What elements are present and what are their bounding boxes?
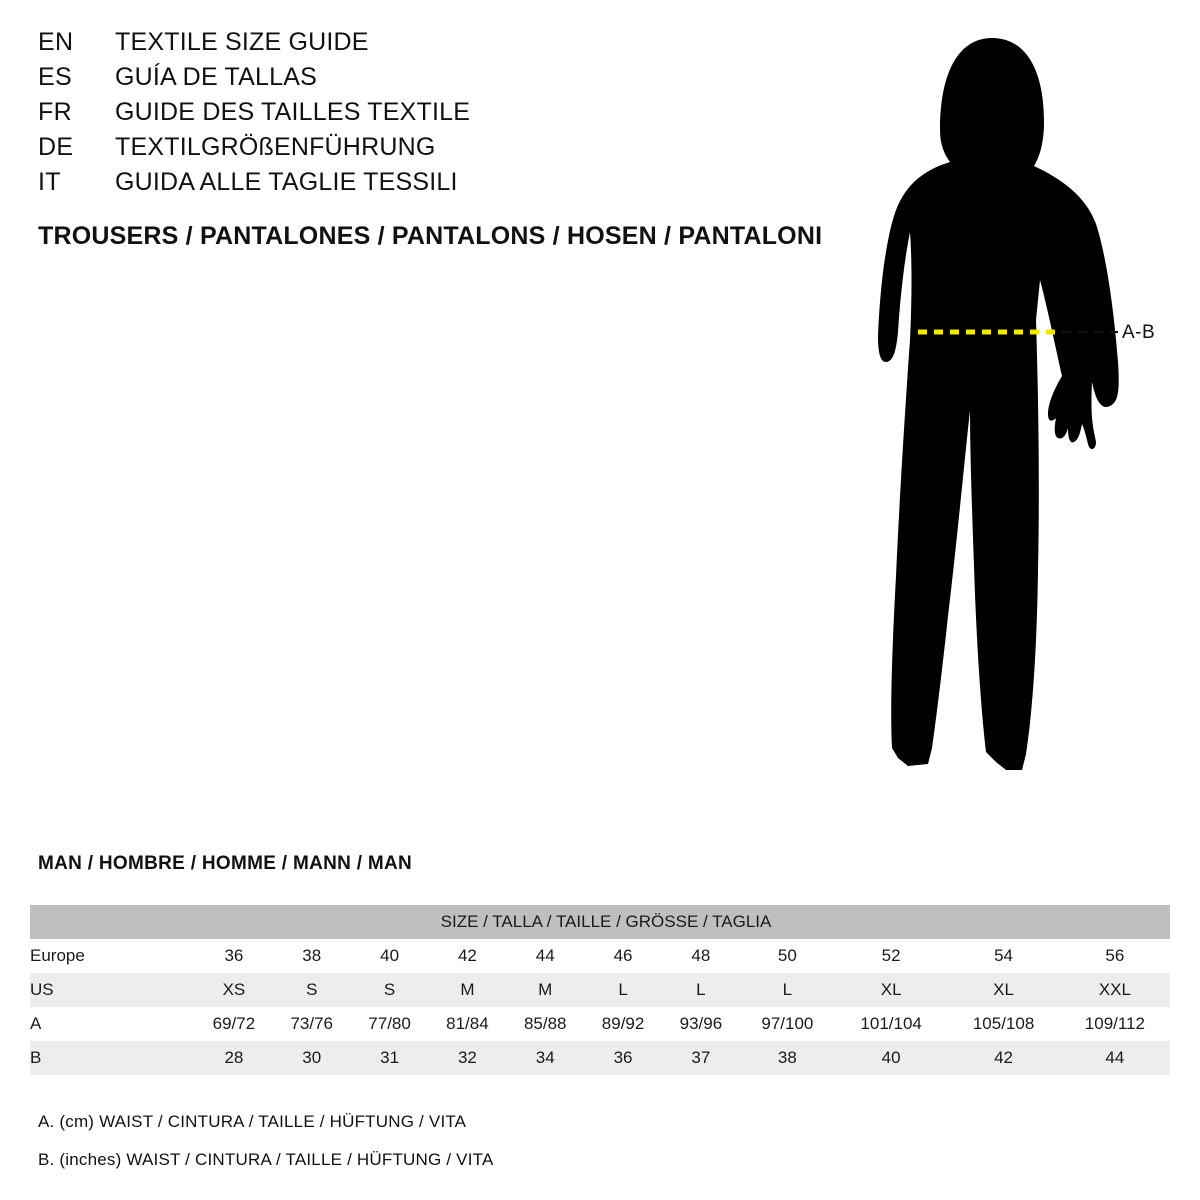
table-cell: 44 (506, 939, 584, 973)
table-cell: 42 (428, 939, 506, 973)
row-label: US (30, 973, 195, 1007)
language-code: FR (38, 98, 72, 126)
row-label: B (30, 1041, 195, 1075)
language-title: TEXTILGRÖßENFÜHRUNG (115, 133, 436, 161)
table-cell: XL (835, 973, 947, 1007)
table-cell: 101/104 (835, 1007, 947, 1041)
table-cell: 54 (947, 939, 1059, 973)
table-row (30, 1007, 1170, 1041)
male-silhouette-icon (800, 10, 1200, 810)
table-cell: 97/100 (740, 1007, 835, 1041)
language-code: ES (38, 63, 72, 91)
table-cell: 36 (584, 1041, 662, 1075)
language-title: GUÍA DE TALLAS (115, 63, 317, 91)
table-cell: L (662, 973, 740, 1007)
table-cell: XL (947, 973, 1059, 1007)
table-cell: 40 (835, 1041, 947, 1075)
table-cell: 105/108 (947, 1007, 1059, 1041)
table-cell: 36 (195, 939, 273, 973)
table-cell: 73/76 (273, 1007, 351, 1041)
table-cell: 85/88 (506, 1007, 584, 1041)
table-cell: 46 (584, 939, 662, 973)
language-title: GUIDA ALLE TAGLIE TESSILI (115, 168, 458, 196)
footnote-b: B. (inches) WAIST / CINTURA / TAILLE / HÜFTUNG / VITA (38, 1150, 494, 1169)
language-row (38, 63, 798, 98)
table-cell: 56 (1060, 939, 1170, 973)
table-cell: 69/72 (195, 1007, 273, 1041)
language-row (38, 98, 798, 133)
language-row (38, 133, 798, 168)
footnote-a: A. (cm) WAIST / CINTURA / TAILLE / HÜFTUNG / VITA (38, 1112, 467, 1131)
table-header-label: SIZE / TALLA / TAILLE / GRÖSSE / TAGLIA (30, 905, 1170, 939)
row-label: A (30, 1007, 195, 1041)
table-cell: 50 (740, 939, 835, 973)
table-cell: 34 (506, 1041, 584, 1075)
table-row (30, 973, 1170, 1007)
table-cell: M (428, 973, 506, 1007)
table-cell: 93/96 (662, 1007, 740, 1041)
table-cell: 30 (273, 1041, 351, 1075)
figure-illustration (800, 10, 1200, 810)
language-title: TEXTILE SIZE GUIDE (115, 28, 369, 56)
row-label: Europe (30, 939, 195, 973)
language-code: DE (38, 133, 74, 161)
table-cell: S (273, 973, 351, 1007)
garment-type-title: TROUSERS / PANTALONES / PANTALONS / HOSEN / PANTALONI (38, 222, 823, 250)
table-cell: L (584, 973, 662, 1007)
size-table (30, 905, 1170, 1075)
table-cell: XXL (1060, 973, 1170, 1007)
table-cell: S (351, 973, 429, 1007)
table-cell: 44 (1060, 1041, 1170, 1075)
table-cell: 31 (351, 1041, 429, 1075)
table-row (30, 939, 1170, 973)
table-cell: 77/80 (351, 1007, 429, 1041)
table-cell: 38 (273, 939, 351, 973)
table-cell: 40 (351, 939, 429, 973)
table-cell: 81/84 (428, 1007, 506, 1041)
language-row (38, 28, 798, 63)
table-cell: 89/92 (584, 1007, 662, 1041)
language-row (38, 168, 798, 203)
table-cell: 38 (740, 1041, 835, 1075)
table-cell: 32 (428, 1041, 506, 1075)
language-code: IT (38, 168, 61, 196)
measure-label-ab: A-B (1122, 322, 1156, 343)
table-cell: 42 (947, 1041, 1059, 1075)
table-cell: XS (195, 973, 273, 1007)
table-cell: 109/112 (1060, 1007, 1170, 1041)
language-title: GUIDE DES TAILLES TEXTILE (115, 98, 471, 126)
table-cell: 28 (195, 1041, 273, 1075)
table-header-row (30, 905, 1170, 939)
language-code: EN (38, 28, 74, 56)
table-cell: 37 (662, 1041, 740, 1075)
table-cell: L (740, 973, 835, 1007)
section-label-man: MAN / HOMBRE / HOMME / MANN / MAN (38, 853, 413, 874)
table-cell: M (506, 973, 584, 1007)
language-title-block (38, 28, 798, 203)
table-cell: 48 (662, 939, 740, 973)
table-cell: 52 (835, 939, 947, 973)
table-row (30, 1041, 1170, 1075)
